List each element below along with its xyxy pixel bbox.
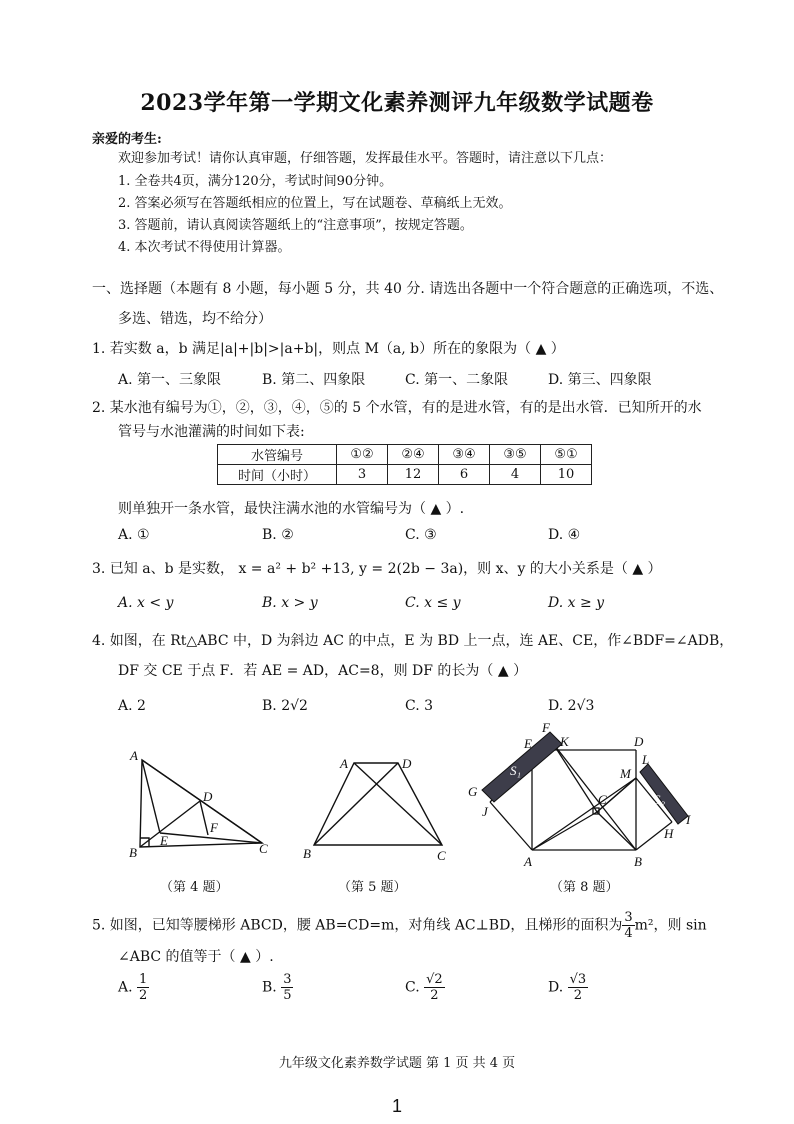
fig8-label: S₂ xyxy=(654,792,666,807)
q1-option-b: B. 第二、四象限 xyxy=(262,372,366,388)
table-header: 时间（小时） xyxy=(218,465,337,485)
fig4-label: B xyxy=(129,845,137,860)
section-heading: 一、选择题（本题有 8 小题，每小题 5 分，共 40 分. 请选出各题中一个符合题意的正确选项，不选、 xyxy=(92,281,724,297)
notice-greeting: 亲爱的考生: xyxy=(92,132,162,147)
table-cell: ⑤① xyxy=(541,445,592,465)
q2-option-b: B. ② xyxy=(262,527,294,543)
table-cell: 3 xyxy=(337,465,388,485)
page-number: 1 xyxy=(391,1096,402,1116)
fig8-label: I xyxy=(686,812,691,827)
table-cell: 4 xyxy=(490,465,541,485)
q3-option-b: B. x > y xyxy=(262,595,318,611)
figure-4-caption: （第 4 题） xyxy=(160,880,229,895)
q5-option-d xyxy=(548,972,588,1003)
question-3-stem: 3. 已知 a、b 是实数， x = a² + b² +13, y = 2(2b − 3a)，则 x、y 的大小关系是（ ▲ ） xyxy=(92,561,662,577)
q4-option-a: A. 2 xyxy=(118,698,146,714)
fig8-label: K xyxy=(560,734,569,749)
table-cell: 10 xyxy=(541,465,592,485)
q1-option-c: C. 第一、二象限 xyxy=(405,372,509,388)
question-5-stem xyxy=(92,910,707,941)
table-header: 水管编号 xyxy=(218,445,337,465)
q1-option-a: A. 第一、三象限 xyxy=(118,372,222,388)
figure-5-diagram xyxy=(298,748,458,864)
fraction-denominator: 2 xyxy=(139,988,148,1003)
page-footer: 九年级文化素养数学试题 第 1 页 共 4 页 xyxy=(278,1056,516,1071)
q5-option-a xyxy=(118,972,149,1003)
fraction-denominator: 2 xyxy=(430,988,439,1003)
fig8-label: S₁ xyxy=(510,763,522,778)
fraction-denominator: 5 xyxy=(283,988,292,1003)
fig4-label: C xyxy=(259,841,268,856)
q4-option-b: B. 2√2 xyxy=(262,698,308,714)
q5-stem-tail: m²，则 sin xyxy=(634,917,707,934)
figure-4-diagram xyxy=(120,745,280,863)
q3-option-d: D. x ≥ y xyxy=(548,595,605,611)
q3-option-c: C. x ≤ y xyxy=(405,595,461,611)
notice-intro: 欢迎参加考试！请你认真审题，仔细答题，发挥最佳水平。答题时，请注意以下几点： xyxy=(118,151,613,166)
notice-item: 1. 全卷共4页，满分120分，考试时间90分钟。 xyxy=(118,174,393,189)
table-cell: 12 xyxy=(388,465,439,485)
q4-option-c: C. 3 xyxy=(405,698,434,714)
q5-option-b xyxy=(262,972,293,1003)
option-label: A. xyxy=(118,979,133,996)
notice-item: 4. 本次考试不得使用计算器。 xyxy=(118,240,291,255)
question-5-stem-cont: ∠ABC 的值等于（ ▲ ）. xyxy=(118,949,274,965)
question-4-stem-cont: DF 交 CE 于点 F．若 AE = AD，AC=8，则 DF 的长为（ ▲ ） xyxy=(118,663,528,679)
pipe-table xyxy=(217,444,592,485)
option-fraction xyxy=(568,972,589,1003)
fraction-numerator: 1 xyxy=(139,972,148,987)
fraction-numerator: √2 xyxy=(426,972,443,987)
question-1-stem: 1. 若实数 a，b 满足|a|+|b|>|a+b|，则点 M（a, b）所在的象限为（ ▲ ） xyxy=(92,341,565,357)
table-cell: ③⑤ xyxy=(490,445,541,465)
q2-option-c: C. ③ xyxy=(405,527,437,543)
q1-option-d: D. 第三、四象限 xyxy=(548,372,652,388)
fraction-numerator: 3 xyxy=(624,910,633,925)
fig8-label: M xyxy=(620,766,631,781)
q5-stem-text: 5. 如图，已知等腰梯形 ABCD，腰 AB=CD=m，对角线 AC⊥BD，且梯形的面积为 xyxy=(92,917,623,934)
fig8-label: G xyxy=(468,784,478,799)
section-heading-cont: 多选、错选，均不给分） xyxy=(118,311,272,327)
q4-option-d: D. 2√3 xyxy=(548,698,595,714)
fig5-label: D xyxy=(402,756,412,771)
fig4-label: D xyxy=(203,789,213,804)
option-label: D. xyxy=(548,979,564,996)
fig8-label: C xyxy=(598,792,607,807)
question-2-ask: 则单独开一条水管，最快注满水池的水管编号为（ ▲ ）. xyxy=(118,501,465,517)
notice-item: 3. 答题前，请认真阅读答题纸上的“注意事项”，按规定答题。 xyxy=(118,218,473,233)
option-fraction xyxy=(137,972,149,1003)
option-label: C. xyxy=(405,979,420,996)
option-fraction xyxy=(281,972,293,1003)
fig8-label: L xyxy=(642,752,650,767)
fig4-label: E xyxy=(160,833,168,848)
table-cell: 6 xyxy=(439,465,490,485)
option-label: B. xyxy=(262,979,277,996)
fig8-label: D xyxy=(634,734,644,749)
fig4-label: A xyxy=(130,748,138,763)
fig8-label: A xyxy=(524,854,532,868)
figure-8-diagram xyxy=(462,720,702,868)
table-cell: ②④ xyxy=(388,445,439,465)
figure-8-caption: （第 8 题） xyxy=(550,880,619,895)
notice-item: 2. 答案必须写在答题纸相应的位置上，写在试题卷、草稿纸上无效。 xyxy=(118,196,512,211)
figure-5-caption: （第 5 题） xyxy=(338,880,407,895)
fig5-label: B xyxy=(303,846,311,861)
fig8-label: H xyxy=(664,826,674,841)
area-fraction xyxy=(622,910,634,941)
fig8-label: J xyxy=(482,804,488,819)
fraction-numerator: 3 xyxy=(283,972,292,987)
fraction-denominator: 4 xyxy=(624,926,633,941)
fig8-label: F xyxy=(542,720,550,735)
fig8-label: E xyxy=(524,736,532,751)
q5-option-c xyxy=(405,972,445,1003)
fraction-denominator: 2 xyxy=(573,988,583,1003)
fig5-label: A xyxy=(340,756,348,771)
page-title: 2023学年第一学期文化素养测评九年级数学试题卷 xyxy=(140,90,654,116)
table-cell: ③④ xyxy=(439,445,490,465)
q3-option-a: A. x < y xyxy=(118,595,174,611)
fig8-label: B xyxy=(634,854,642,868)
question-2-stem-cont: 管号与水池灌满的时间如下表: xyxy=(118,424,305,440)
fig5-label: C xyxy=(437,848,446,863)
option-fraction xyxy=(424,972,445,1003)
fig4-label: F xyxy=(210,820,218,835)
table-cell: ①② xyxy=(337,445,388,465)
question-4-stem: 4. 如图，在 Rt△ABC 中，D 为斜边 AC 的中点，E 为 BD 上一点，连 AE、CE，作∠BDF=∠ADB， xyxy=(92,633,734,649)
question-2-stem: 2. 某水池有编号为①，②，③，④，⑤的 5 个水管，有的是进水管，有的是出水管．已知所开的水 xyxy=(92,400,702,416)
q2-option-d: D. ④ xyxy=(548,527,581,543)
q2-option-a: A. ① xyxy=(118,527,150,543)
fraction-numerator: √3 xyxy=(569,972,587,987)
